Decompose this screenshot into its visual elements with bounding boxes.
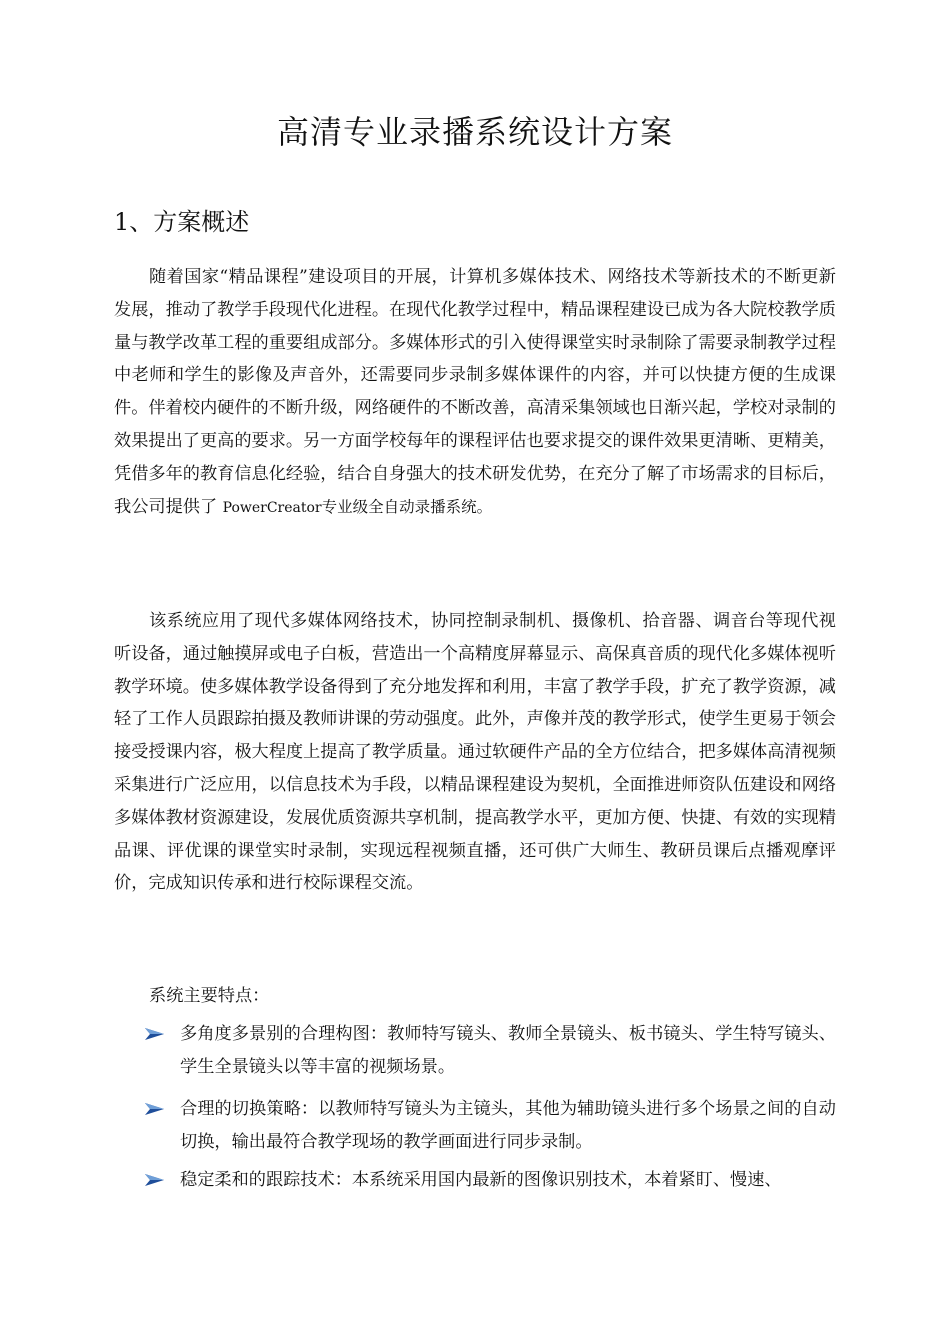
feature-text: 多角度多景别的合理构图：教师特写镜头、教师全景镜头、板书镜头、学生特写镜头、学生全景镜头以等丰富的视频场景。 bbox=[180, 1024, 836, 1077]
section-heading: 1、方案概述 bbox=[114, 208, 250, 236]
features-label: 系统主要特点： bbox=[149, 986, 270, 1006]
feature-list-item bbox=[144, 1164, 836, 1197]
feature-text: 合理的切换策略：以教师特写镜头为主镜头，其他为辅助镜头进行多个场景之间的自动切换，输出最符合教学现场的教学画面进行同步录制。 bbox=[180, 1099, 836, 1152]
overview-paragraph-1-text: 随着国家“精品课程”建设项目的开展，计算机多媒体技术、网络技术等新技术的不断更新发展，推动了教学手段现代化进程。在现代化教学过程中，精品课程建设已成为各大院校教学质量与教学改革工程的重要组成部分。多媒体形式的引入使得课堂实时录制除了需要录制教学过程中老师和学生的影像及声音外，还需要同步录制多媒体课件的内容，并可以快捷方便的生成课件。伴着校内硬件的不断升级，网络硬件的不断改善，高清采集领域也日渐兴起，学校对录制的效果提出了更高的要求。另一方面学校每年的课程评估也要求提交的课件效果更清晰、更精美，凭借多年的教育信息化经验，结合自身强大的技术研发优势，在充分了解了市场需求的目标后，我公司提供了 bbox=[114, 267, 836, 517]
overview-paragraph-1-tail: 专业级全自动录播系统。 bbox=[321, 497, 493, 516]
arrow-bullet-icon bbox=[144, 1164, 180, 1196]
arrow-bullet-icon bbox=[144, 1018, 180, 1050]
product-name: PowerCreator bbox=[222, 499, 322, 516]
feature-list-item bbox=[144, 1018, 836, 1084]
arrow-bullet-icon bbox=[144, 1093, 180, 1125]
feature-list-item bbox=[144, 1093, 836, 1159]
overview-paragraph-1 bbox=[114, 261, 836, 524]
feature-text: 稳定柔和的跟踪技术：本系统采用国内最新的图像识别技术，本着紧盯、慢速、 bbox=[180, 1170, 782, 1190]
page-title: 高清专业录播系统设计方案 bbox=[276, 113, 673, 151]
overview-paragraph-2: 该系统应用了现代多媒体网络技术，协同控制录制机、摄像机、拾音器、调音台等现代视听设备，通过触摸屏或电子白板，营造出一个高精度屏幕显示、高保真音质的现代化多媒体视听教学环境。使多媒体教学设备得到了充分地发挥和利用，丰富了教学手段，扩充了教学资源，减轻了工作人员跟踪拍摄及教师讲课的劳动强度。此外，声像并茂的教学形式，使学生更易于领会接受授课内容，极大程度上提高了教学质量。通过软硬件产品的全方位结合，把多媒体高清视频采集进行广泛应用，以信息技术为手段，以精品课程建设为契机，全面推进师资队伍建设和网络多媒体教材资源建设，发展优质资源共享机制，提高教学水平，更加方便、快捷、有效的实现精品课、评优课的课堂实时录制，实现远程视频直播，还可供广大师生、教研员课后点播观摩评价，完成知识传承和进行校际课程交流。 bbox=[114, 611, 836, 894]
